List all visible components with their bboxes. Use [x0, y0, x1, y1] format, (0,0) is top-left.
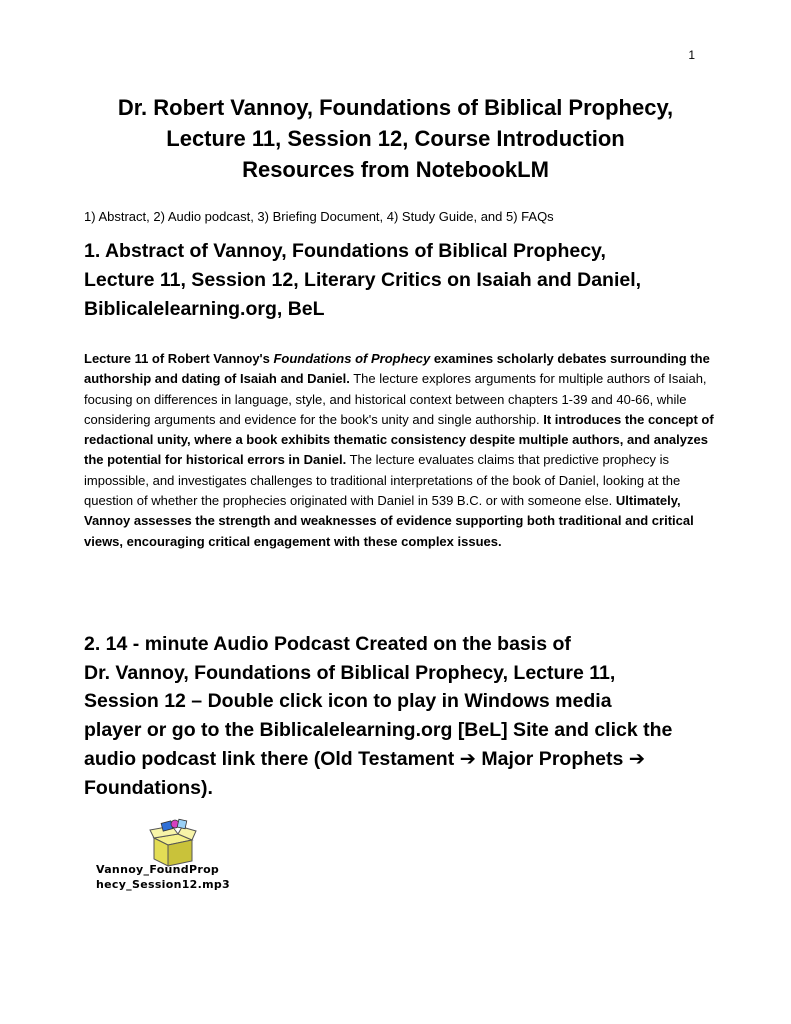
page-number: 1: [688, 48, 695, 62]
arrow-right-icon-2: ➔: [628, 746, 646, 770]
abstract-text-regular-2: The lecture evaluates claims that predictive prophecy is impossible, and investigates challenges to traditional interpretations of the book of Daniel, looking at the question of whether the prophecies originated with Daniel in 539 B.C. or with someone else.: [84, 452, 681, 509]
podcast-line-1: 2. 14 - minute Audio Podcast Created on the basis of: [84, 633, 571, 655]
podcast-line-5b: Major Prophets: [475, 747, 629, 770]
audio-file-label[interactable]: [96, 862, 266, 892]
abstract-text-bold-4: Ultimately, Vannoy assesses the strength and weaknesses of evidence supporting both traditional and critical views, encouraging critical engagement with these complex issues.: [84, 493, 694, 549]
podcast-line-5a: audio podcast link there (Old Testament: [84, 747, 460, 770]
abstract-heading-line-2: Lecture 11, Session 12, Literary Critics on Isaiah and Daniel,: [84, 269, 642, 291]
arrow-right-icon: ➔: [459, 746, 476, 770]
title-line-1: Dr. Robert Vannoy, Foundations of Biblical Prophecy,: [117, 95, 674, 120]
abstract-text-bold-3: It introduces the concept of redactional unity, where a book exhibits thematic consistency despite multiple authors, and analyzes the potential for historical errors in Daniel.: [84, 411, 714, 468]
document-title: [0, 92, 791, 185]
abstract-heading-line-1: 1. Abstract of Vannoy, Foundations of Biblical Prophecy,: [84, 240, 606, 262]
abstract-heading: [84, 237, 704, 324]
resources-list: 1) Abstract, 2) Audio podcast, 3) Briefing Document, 4) Study Guide, and 5) FAQs: [84, 209, 554, 224]
abstract-text-bold-2: examines scholarly debates surrounding the authorship and dating of Isaiah and Daniel.: [84, 351, 710, 387]
abstract-paragraph: [84, 349, 714, 552]
audio-file-label-line-2: hecy_Session12.mp3: [96, 878, 230, 891]
podcast-line-2: Dr. Vannoy, Foundations of Biblical Prophecy, Lecture 11,: [84, 661, 616, 684]
package-icon[interactable]: [148, 818, 198, 868]
title-line-2: Lecture 11, Session 12, Course Introduction: [166, 126, 625, 151]
podcast-line-4: player or go to the Biblicalelearning.org [BeL] Site and click the: [84, 719, 673, 742]
podcast-line-6: Foundations).: [84, 776, 213, 799]
audio-file-label-line-1: Vannoy_FoundProp: [96, 863, 220, 876]
abstract-text-regular-1: The lecture explores arguments for multiple authors of Isaiah, focusing on differences in language, style, and historical context between chapters 1-39 and 40-66, while considering arguments and evidence for the book's unity and single authorship.: [84, 371, 707, 427]
podcast-heading: [84, 630, 704, 802]
abstract-text-bold-1: Lecture 11 of Robert Vannoy's: [84, 351, 274, 366]
podcast-line-5: [84, 745, 704, 774]
abstract-text-italic-title: Foundations of Prophecy: [273, 351, 431, 366]
abstract-heading-line-3: Biblicalelearning.org, BeL: [84, 298, 325, 320]
podcast-line-3: Session 12 – Double click icon to play in Windows media: [84, 690, 612, 713]
title-line-3: Resources from NotebookLM: [242, 157, 549, 182]
